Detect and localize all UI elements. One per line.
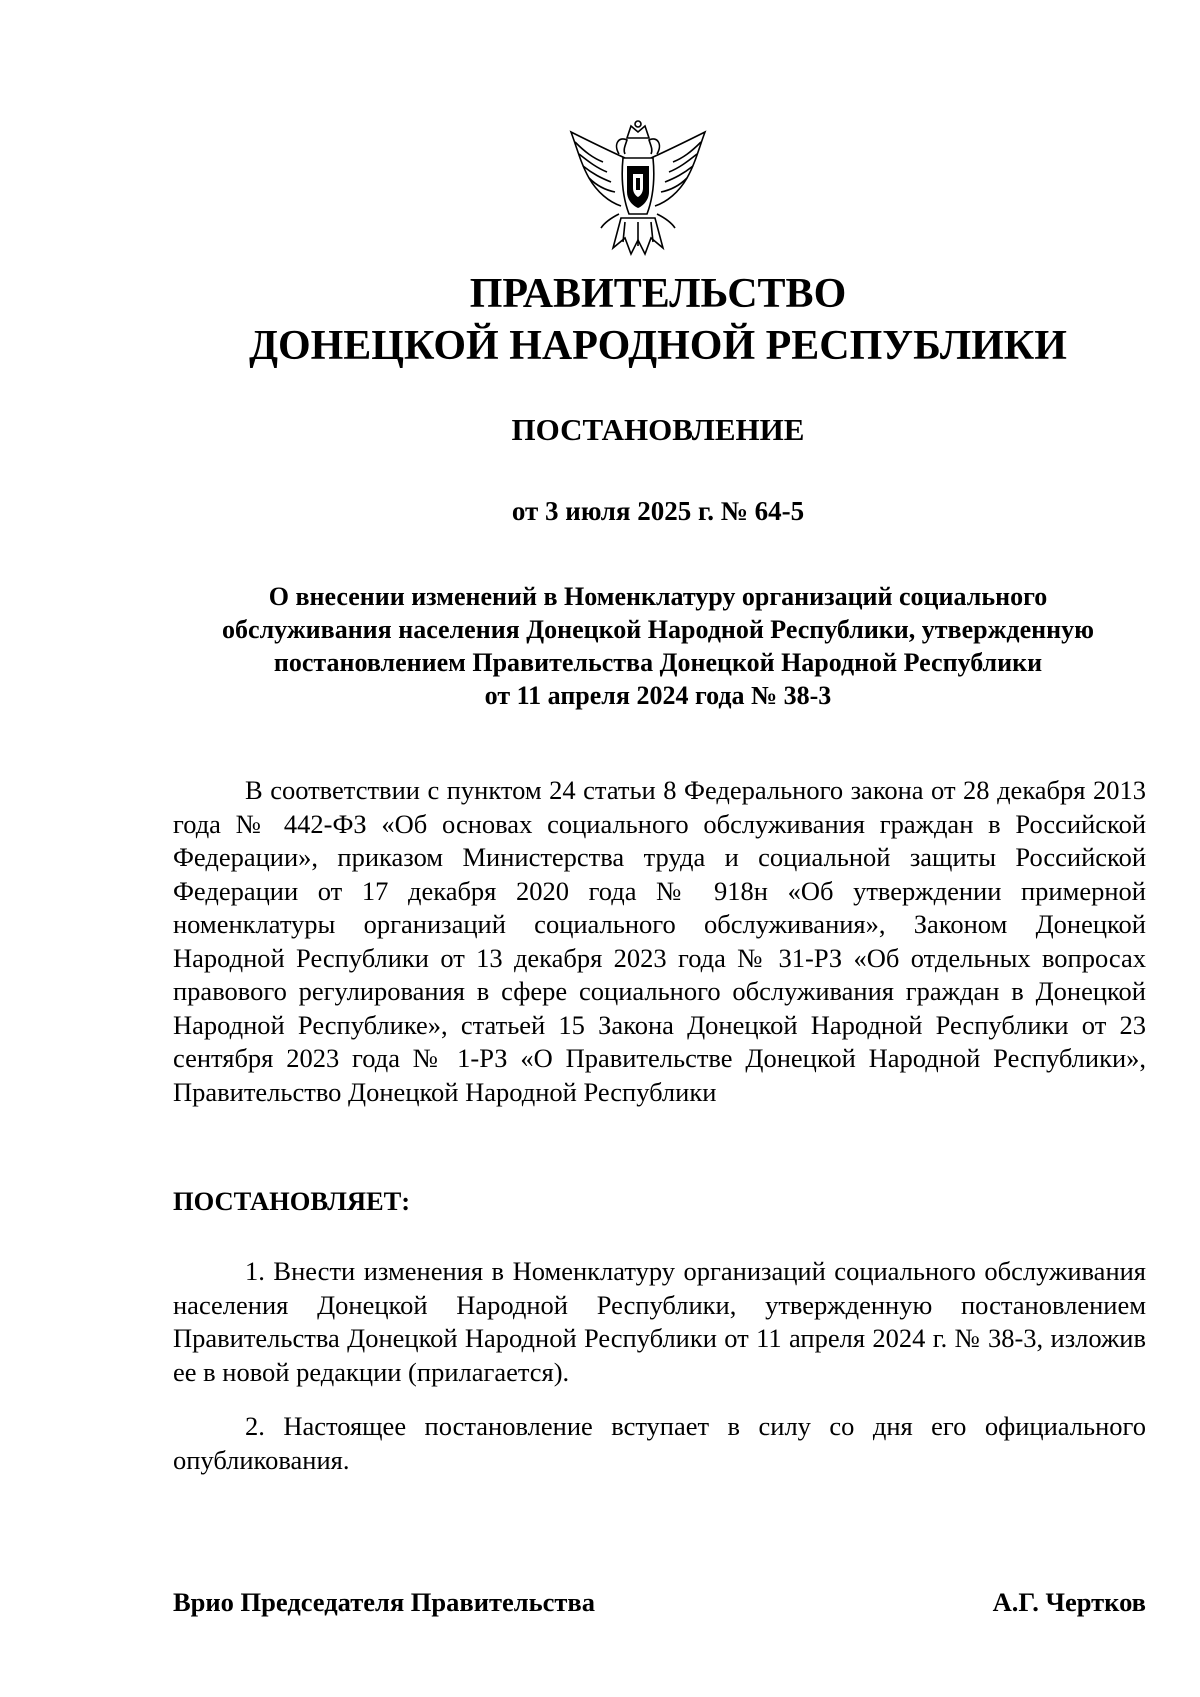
resolution-item-2: 2. Настоящее постановление вступает в силу со дня его официального опубликования. bbox=[173, 1411, 1146, 1475]
document-subject bbox=[170, 580, 1146, 712]
document-date-number: от 3 июля 2025 г. № 64-5 bbox=[511, 496, 805, 526]
resolves-heading: ПОСТАНОВЛЯЕТ: bbox=[173, 1186, 411, 1216]
double-headed-eagle-emblem-icon bbox=[563, 118, 713, 268]
resolution-item-1: 1. Внести изменения в Номенклатуру организаций социального обслуживания населения Донецкой Народной Республики, утвержденную постановлением Правительства Донецкой Народной Республики от 11 апреля 2024 г. № 38-3, изложив ее в новой редакции (прилагается). bbox=[173, 1256, 1146, 1387]
government-title-line1: ПРАВИТЕЛЬСТВО bbox=[469, 271, 847, 317]
preamble-paragraph: В соответствии с пунктом 24 статьи 8 Федерального закона от 28 декабря 2013 года № 442-ФЗ «Об основах социального обслуживания граждан в Российской Федерации», приказом Министерства труда и социальной защиты Российской Федерации от 17 декабря 2020 года № 918н «Об утверждении примерной номенклатуры организаций социального обслуживания», Законом Донецкой Народной Республики от 13 декабря 2023 года № 31-РЗ «Об отдельных вопросах правового регулирования в сфере социального обслуживания граждан в Донецкой Народной Республике», статьей 15 Закона Донецкой Народной Республики от 23 сентября 2023 года № 1-РЗ «О Правительстве Донецкой Народной Республики», Правительство Донецкой Народной Республики bbox=[173, 775, 1146, 1107]
document-type: ПОСТАНОВЛЕНИЕ bbox=[511, 412, 805, 447]
government-title bbox=[170, 268, 1146, 372]
signatory-name: А.Г. Чертков bbox=[992, 1587, 1146, 1617]
subject-line: от 11 апреля 2024 года № 38-3 bbox=[484, 681, 832, 710]
signatory-position: Врио Председателя Правительства bbox=[173, 1587, 595, 1617]
government-title-line2: ДОНЕЦКОЙ НАРОДНОЙ РЕСПУБЛИКИ bbox=[249, 323, 1067, 369]
subject-line: постановлением Правительства Донецкой Народной Республики bbox=[273, 648, 1043, 677]
subject-line: О внесении изменений в Номенклатуру организаций социального bbox=[268, 582, 1048, 611]
subject-line: обслуживания населения Донецкой Народной Республики, утвержденную bbox=[222, 615, 1094, 644]
